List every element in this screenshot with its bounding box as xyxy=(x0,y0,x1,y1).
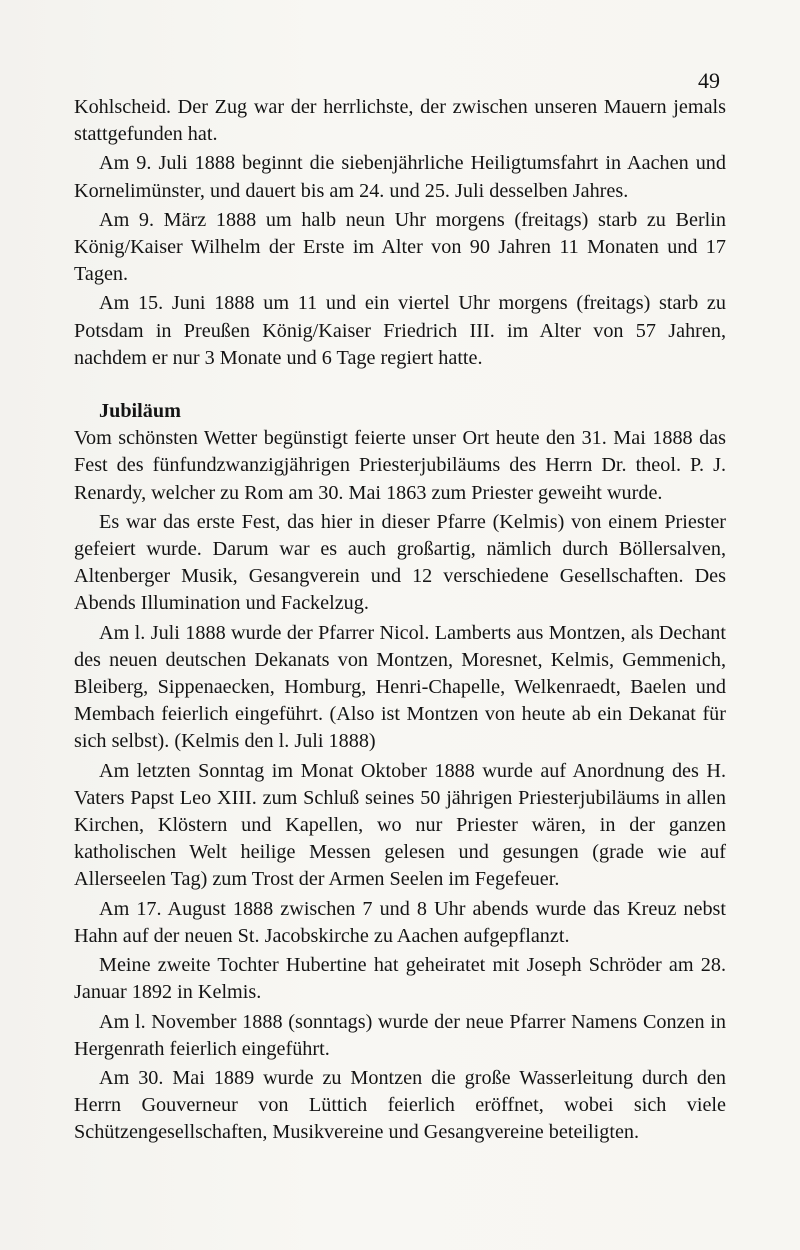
paragraph: Am letzten Sonntag im Monat Oktober 1888 wurde auf Anordnung des H. Vaters Papst Leo XIII. zum Schluß seines 50 jährigen Priesterjubiläums in allen Kirchen, Klöstern und Kapellen, wo nur Priester wären, in der ganzen katholischen Welt heilige Messen gelesen und gesungen (grade wie auf Allerseelen Tag) zum Trost der Armen Seelen im Fegefeuer. xyxy=(74,759,726,891)
body-text xyxy=(74,94,726,1149)
paragraph: Meine zweite Tochter Hubertine hat geheiratet mit Joseph Schröder am 28. Januar 1892 in Kelmis. xyxy=(74,954,726,1004)
paragraph: Am l. November 1888 (sonntags) wurde der neue Pfarrer Namens Conzen in Hergenrath feierlich eingeführt. xyxy=(74,1010,726,1060)
paragraph: Am 9. Juli 1888 beginnt die siebenjährliche Heiligtumsfahrt in Aachen und Kornelimünster, und dauert bis am 24. und 25. Juli desselben Jahres. xyxy=(74,152,726,202)
paragraph: Vom schönsten Wetter begünstigt feierte unser Ort heute den 31. Mai 1888 das Fest des fünfundzwanzigjährigen Priesterjubiläums des Herrn Dr. theol. P. J. Renardy, welcher zu Rom am 30. Mai 1863 zum Priester geweiht wurde. xyxy=(74,427,726,504)
paragraph: Am 15. Juni 1888 um 11 und ein viertel Uhr morgens (freitags) starb zu Potsdam in Preußen König/Kaiser Friedrich III. im Alter von 57 Jahren, nachdem er nur 3 Monate und 6 Tage regiert hatte. xyxy=(74,292,726,369)
section-heading: Jubiläum xyxy=(99,400,181,423)
paragraph: Es war das erste Fest, das hier in dieser Pfarre (Kelmis) von einem Priester gefeiert wurde. Darum war es auch großartig, nämlich durch Böllersalven, Altenberger Musik, Gesangverein und 12 verschiedene Gesellschaften. Des Abends Illumination und Fackelzug. xyxy=(74,510,726,615)
paragraph: Am l. Juli 1888 wurde der Pfarrer Nicol. Lamberts aus Montzen, als Dechant des neuen deutschen Dekanats von Montzen, Moresnet, Kelmis, Gemmenich, Bleiberg, Sippenaecken, Homburg, Henri-Chapelle, Welkenraedt, Baelen und Membach feierlich eingeführt. (Also ist Montzen von heute ab ein Dekanat für sich selbst). (Kelmis den l. Juli 1888) xyxy=(74,621,726,753)
paragraph: Am 9. März 1888 um halb neun Uhr morgens (freitags) starb zu Berlin König/Kaiser Wilhelm der Erste im Alter von 90 Jahren 11 Monaten und 17 Tagen. xyxy=(74,208,726,286)
page-number: 49 xyxy=(698,68,720,93)
paragraph: Am 17. August 1888 zwischen 7 und 8 Uhr abends wurde das Kreuz nebst Hahn auf der neuen St. Jacobskirche zu Aachen aufgepflanzt. xyxy=(74,897,726,947)
paragraph: Am 30. Mai 1889 wurde zu Montzen die große Wasserleitung durch den Herrn Gouverneur von Lüttich feierlich eröffnet, wobei sich viele Schützengesellschaften, Musikvereine und Gesangvereine beteiligten. xyxy=(74,1066,726,1144)
paragraph: Kohlscheid. Der Zug war der herrlichste, der zwischen unseren Mauern jemals stattgefunden hat. xyxy=(74,96,726,146)
